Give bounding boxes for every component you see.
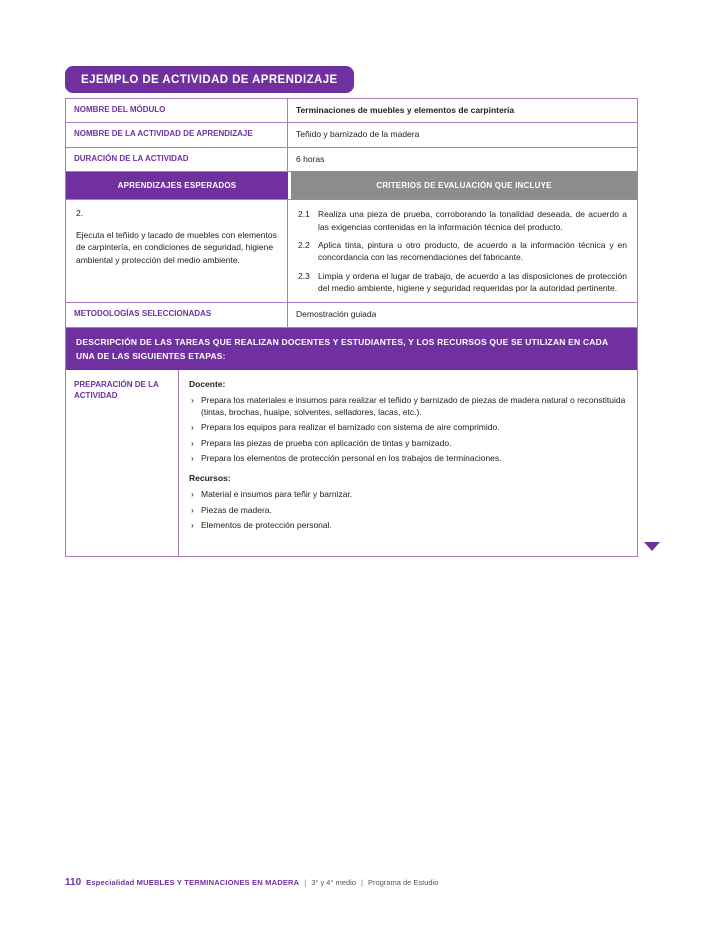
- list-item: [191, 488, 627, 500]
- list-item: [191, 504, 627, 516]
- table-row-learning-criteria: [66, 200, 637, 303]
- list-item-text: Prepara los equipos para realizar el barnizado con sistema de aire comprimido.: [201, 422, 500, 433]
- criteria-text: Limpia y ordena el lugar de trabajo, de acuerdo a las disposiciones de protección del medio ambiente, higiene y seguridad requeridas por la autoridad pertinente.: [318, 270, 627, 293]
- page-number: 110: [65, 877, 82, 888]
- list-item-text: Prepara los elementos de protección personal en los trabajos de terminaciones.: [201, 453, 502, 464]
- criteria-number: 2.3: [298, 270, 310, 281]
- page-title: EJEMPLO DE ACTIVIDAD DE APRENDIZAJE: [65, 66, 354, 93]
- expected-learning-cell: [66, 200, 288, 302]
- page-footer: [65, 877, 438, 888]
- expected-learning-number: 2.: [76, 208, 84, 219]
- expected-learning-text: Ejecuta el teñido y lacado de muebles con elementos de carpintería, en condiciones de seguridad, higiene ambiental y protección del medio ambiente.: [76, 229, 277, 265]
- learning-header: APRENDIZAJES ESPERADOS: [66, 172, 288, 199]
- footer-separator: |: [361, 878, 363, 887]
- chevron-bullet-icon: [191, 504, 201, 516]
- table-row-module: [66, 99, 637, 123]
- chevron-bullet-icon: [191, 437, 201, 449]
- list-item-text: Prepara las piezas de prueba con aplicación de tintas y barnizado.: [201, 437, 452, 448]
- table-row-preparation: [66, 370, 637, 557]
- chevron-bullet-icon: [191, 394, 201, 419]
- criteria-number: 2.1: [298, 209, 310, 220]
- row-value: 6 horas: [296, 153, 325, 164]
- chevron-bullet-icon: [191, 421, 201, 433]
- list-item: [191, 452, 627, 464]
- list-item: [191, 421, 627, 433]
- criteria-text: Aplica tinta, pintura u otro producto, de acuerdo a la información técnica y en concordancia con las recomendaciones del fabricante.: [318, 240, 627, 263]
- row-label: DURACIÓN DE LA ACTIVIDAD: [66, 148, 288, 171]
- table-header-row: [66, 172, 637, 200]
- table-row-duration: [66, 148, 637, 172]
- activity-table: [65, 98, 638, 557]
- criteria-item: [298, 239, 627, 264]
- list-item: [191, 519, 627, 531]
- recursos-list: [191, 488, 627, 531]
- list-item-text: Piezas de madera.: [201, 504, 272, 515]
- chevron-bullet-icon: [191, 488, 201, 500]
- row-label: NOMBRE DE LA ACTIVIDAD DE APRENDIZAJE: [66, 123, 288, 146]
- criteria-item: [298, 270, 627, 295]
- criteria-cell: [288, 200, 637, 302]
- row-label: NOMBRE DEL MÓDULO: [66, 99, 288, 122]
- activity-section: [65, 66, 638, 557]
- chevron-bullet-icon: [191, 452, 201, 464]
- program-label: Programa de Estudio: [367, 878, 439, 887]
- criteria-item: [298, 208, 627, 233]
- list-item-text: Prepara los materiales e insumos para realizar el teñido y barnizado de piezas de madera natural o reconstituida (tintas, brochas, huaipe, solventes, selladores, lacas, etc.).: [201, 394, 626, 418]
- grade-label: 3° y 4° medio: [311, 878, 356, 887]
- continuation-arrow-icon: [644, 542, 660, 551]
- table-row-activity-name: [66, 123, 637, 147]
- footer-separator: |: [304, 878, 307, 887]
- list-item-text: Material e insumos para teñir y barnizar.: [201, 489, 353, 500]
- row-label: METODOLOGÍAS SELECCIONADAS: [66, 303, 288, 326]
- chevron-bullet-icon: [191, 519, 201, 531]
- list-item: [191, 394, 627, 419]
- description-banner: DESCRIPCIÓN DE LAS TAREAS QUE REALIZAN DOCENTES Y ESTUDIANTES, Y LOS RECURSOS QUE SE UTILIZAN EN CADA UNA DE LAS SIGUIENTES ETAPAS:: [66, 328, 637, 370]
- row-value: Terminaciones de muebles y elementos de carpintería: [296, 105, 515, 115]
- docente-heading: Docente:: [189, 378, 226, 389]
- preparation-label: PREPARACIÓN DE LA ACTIVIDAD: [66, 370, 179, 557]
- row-value: Demostración guiada: [296, 309, 377, 320]
- list-item: [191, 437, 627, 449]
- docente-list: [191, 394, 627, 465]
- preparation-content: [179, 370, 637, 557]
- criteria-text: Realiza una pieza de prueba, corroborando la tonalidad deseada, de acuerdo a las exigencias contenidas en la información técnica del producto.: [318, 209, 627, 232]
- specialty-label: Especialidad MUEBLES Y TERMINACIONES EN MADERA: [86, 878, 300, 887]
- criteria-header: CRITERIOS DE EVALUACIÓN QUE INCLUYE: [291, 172, 637, 199]
- table-row-methodologies: [66, 303, 637, 327]
- list-item-text: Elementos de protección personal.: [201, 519, 332, 530]
- criteria-number: 2.2: [298, 240, 310, 251]
- recursos-heading: Recursos:: [189, 473, 231, 484]
- row-value: Teñido y barnizado de la madera: [296, 129, 420, 140]
